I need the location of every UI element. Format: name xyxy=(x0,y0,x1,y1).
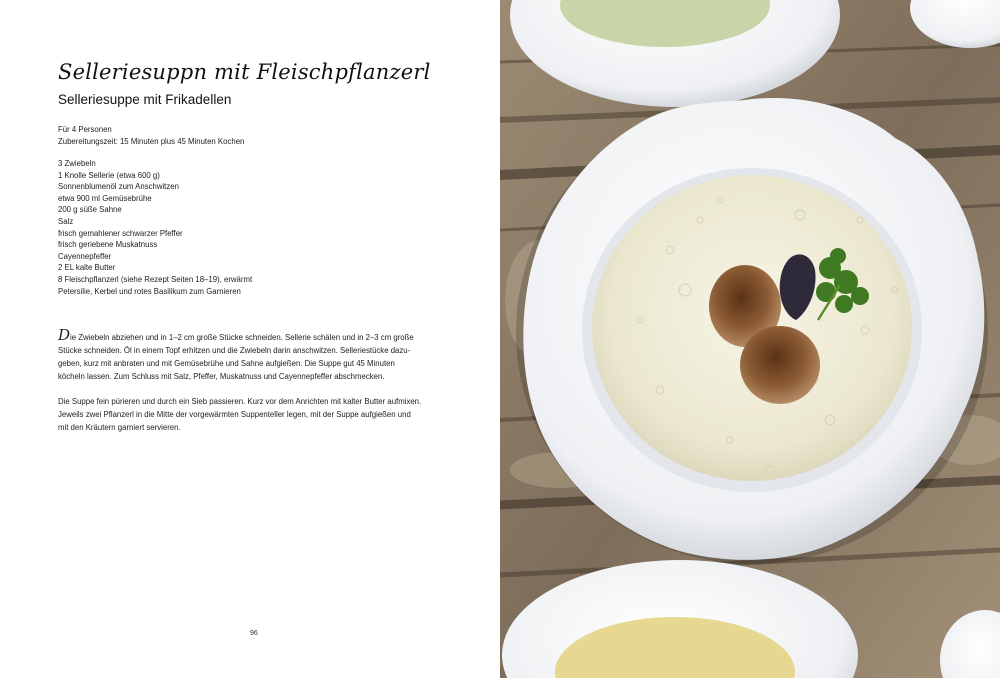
drop-cap: D xyxy=(58,326,71,344)
servings: Für 4 Personen xyxy=(58,125,112,134)
ingredient-item: Salz xyxy=(58,216,74,226)
meatball-2 xyxy=(740,326,820,404)
ingredient-item: 3 Zwiebeln xyxy=(58,159,96,168)
ingredient-item: 2 EL kalte Butter xyxy=(58,263,116,273)
ingredient-item: etwa 900 ml Gemüsebrühe xyxy=(58,193,152,203)
recipe-title: Selleriesuppn mit Fleischpflanzerl xyxy=(58,60,431,84)
ingredient-item: Petersilie, Kerbel und rotes Basilikum zum Garnieren xyxy=(58,286,241,296)
ingredient-item: 8 Fleischpflanzerl (siehe Rezept Seiten 18–19), erwärmt xyxy=(58,274,253,284)
method-line-text: ie Zwiebeln abziehen und in 1–2 cm große Stücke schneiden. Sellerie schälen und in 2–3 cm große xyxy=(70,333,414,342)
method-line: geben, kurz mit anbraten und mit Gemüsebrühe und Sahne aufgießen. Die Suppe gut 45 Minuten xyxy=(58,358,395,368)
soup-photo xyxy=(500,0,1000,678)
method-line: mit den Kräutern garniert servieren. xyxy=(58,422,181,432)
ingredient-item: 1 Knolle Sellerie (etwa 600 g) xyxy=(58,170,160,180)
method-paragraph-2 xyxy=(58,396,448,435)
photo-illustration xyxy=(500,0,1000,678)
recipe-subtitle: Selleriesuppe mit Frikadellen xyxy=(58,92,232,107)
method-line xyxy=(58,326,448,345)
ingredient-item: 200 g süße Sahne xyxy=(58,205,122,215)
method-paragraph-1 xyxy=(58,326,448,384)
ingredient-list xyxy=(58,158,252,297)
ingredient-item: frisch geriebene Muskatnuss xyxy=(58,240,158,250)
ingredient-item: Sonnenblumenöl zum Anschwitzen xyxy=(58,182,179,192)
page-number: 96 xyxy=(250,630,258,637)
method-line: Stücke schneiden. Öl in einem Topf erhitzen und die Zwiebeln darin anschwitzen. Selleriestücke dazu- xyxy=(58,345,411,355)
ingredient-item: frisch gemahlener schwarzer Pfeffer xyxy=(58,228,183,238)
method-line: Jeweils zwei Pflanzerl in die Mitte der vorgewärmten Suppenteller legen, mit der Suppe aufgießen und xyxy=(58,409,411,419)
ingredient-item: Cayennepfeffer xyxy=(58,251,112,261)
recipe-meta xyxy=(58,124,244,147)
prep-time: Zubereitungszeit: 15 Minuten plus 45 Minuten Kochen xyxy=(58,136,245,146)
method-line: köcheln lassen. Zum Schluss mit Salz, Pfeffer, Muskatnuss und Cayennepfeffer abschmecken. xyxy=(58,371,385,381)
method-line: Die Suppe fein pürieren und durch ein Sieb passieren. Kurz vor dem Anrichten mit kalter Butter aufmixen. xyxy=(58,397,422,406)
